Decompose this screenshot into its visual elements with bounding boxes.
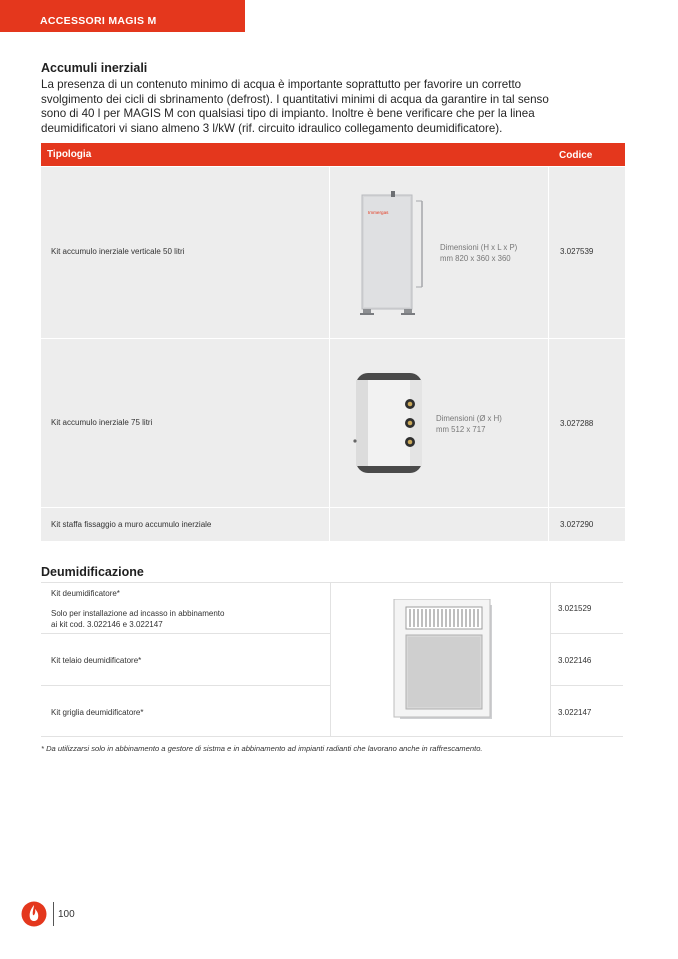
row-codice: 3.021529 — [558, 604, 592, 613]
table-row — [41, 339, 625, 507]
dimensions — [436, 414, 502, 435]
row-codice: 3.027290 — [560, 520, 594, 529]
section-title-deumidificazione: Deumidificazione — [41, 565, 144, 579]
row-tipologia: Kit griglia deumidificatore* — [51, 708, 144, 717]
header-label: ACCESSORI MAGIS M — [40, 15, 157, 27]
column-header-codice: Codice — [559, 150, 593, 161]
row-codice: 3.022147 — [558, 708, 592, 717]
brand-label: Immergas — [368, 210, 389, 215]
row-tipologia: Kit telaio deumidificatore* — [51, 656, 142, 665]
row-note: Solo per installazione ad incasso in abbinamento — [51, 609, 225, 618]
row-codice: 3.027539 — [560, 247, 594, 256]
header-bar — [0, 0, 245, 32]
intro-line: La presenza di un contenuto minimo di acqua è importante soprattutto per favorire un corretto — [41, 78, 522, 91]
intro-line: deumidificatori vi siano almeno 3 l/kW (rif. circuito idraulico collegamento deumidificatore). — [41, 121, 503, 135]
table-header — [41, 143, 625, 166]
row-note: ai kit cod. 3.022146 e 3.022147 — [51, 620, 163, 629]
table-row — [41, 508, 625, 541]
row-codice: 3.027288 — [560, 419, 594, 428]
page-number: 100 — [58, 909, 75, 920]
row-tipologia: Kit staffa fissaggio a muro accumulo inerziale — [51, 520, 212, 529]
section-title-accumuli: Accumuli inerziali — [41, 61, 148, 75]
footnote: * Da utilizzarsi solo in abbinamento a gestore di sistma e in abbinamento ad impianti radianti che lavorano anche in raffrescamento. — [41, 744, 483, 753]
vertical-tank-image — [358, 191, 432, 319]
intro-paragraph — [41, 78, 641, 136]
intro-line: sono di 40 l per MAGIS M con qualsiasi tipo di impianto. Inoltre è bene verificare che per la linea — [41, 107, 535, 121]
dimensions — [440, 243, 517, 264]
brand-logo-icon — [21, 901, 47, 927]
dim-value: mm 820 x 360 x 360 — [440, 253, 511, 263]
row-tipologia: Kit accumulo inerziale 75 litri — [51, 418, 153, 427]
intro-line: svolgimento dei cicli di sbrinamento (defrost). I quantitativi minimi di acqua da garantire in tal senso — [41, 92, 549, 106]
row-codice: 3.022146 — [558, 656, 592, 665]
dehumidifier-image — [392, 599, 496, 723]
column-header-tipologia: Tipologia — [47, 149, 92, 160]
dim-label: Dimensioni (Ø x H) — [436, 414, 502, 423]
table-row — [41, 167, 625, 338]
row-tipologia: Kit deumidificatore* — [51, 589, 120, 598]
dim-label: Dimensioni (H x L x P) — [440, 243, 518, 252]
round-tank-image — [352, 369, 424, 477]
row-tipologia: Kit accumulo inerziale verticale 50 litri — [51, 247, 185, 256]
dim-value: mm 512 x 717 — [436, 424, 486, 434]
